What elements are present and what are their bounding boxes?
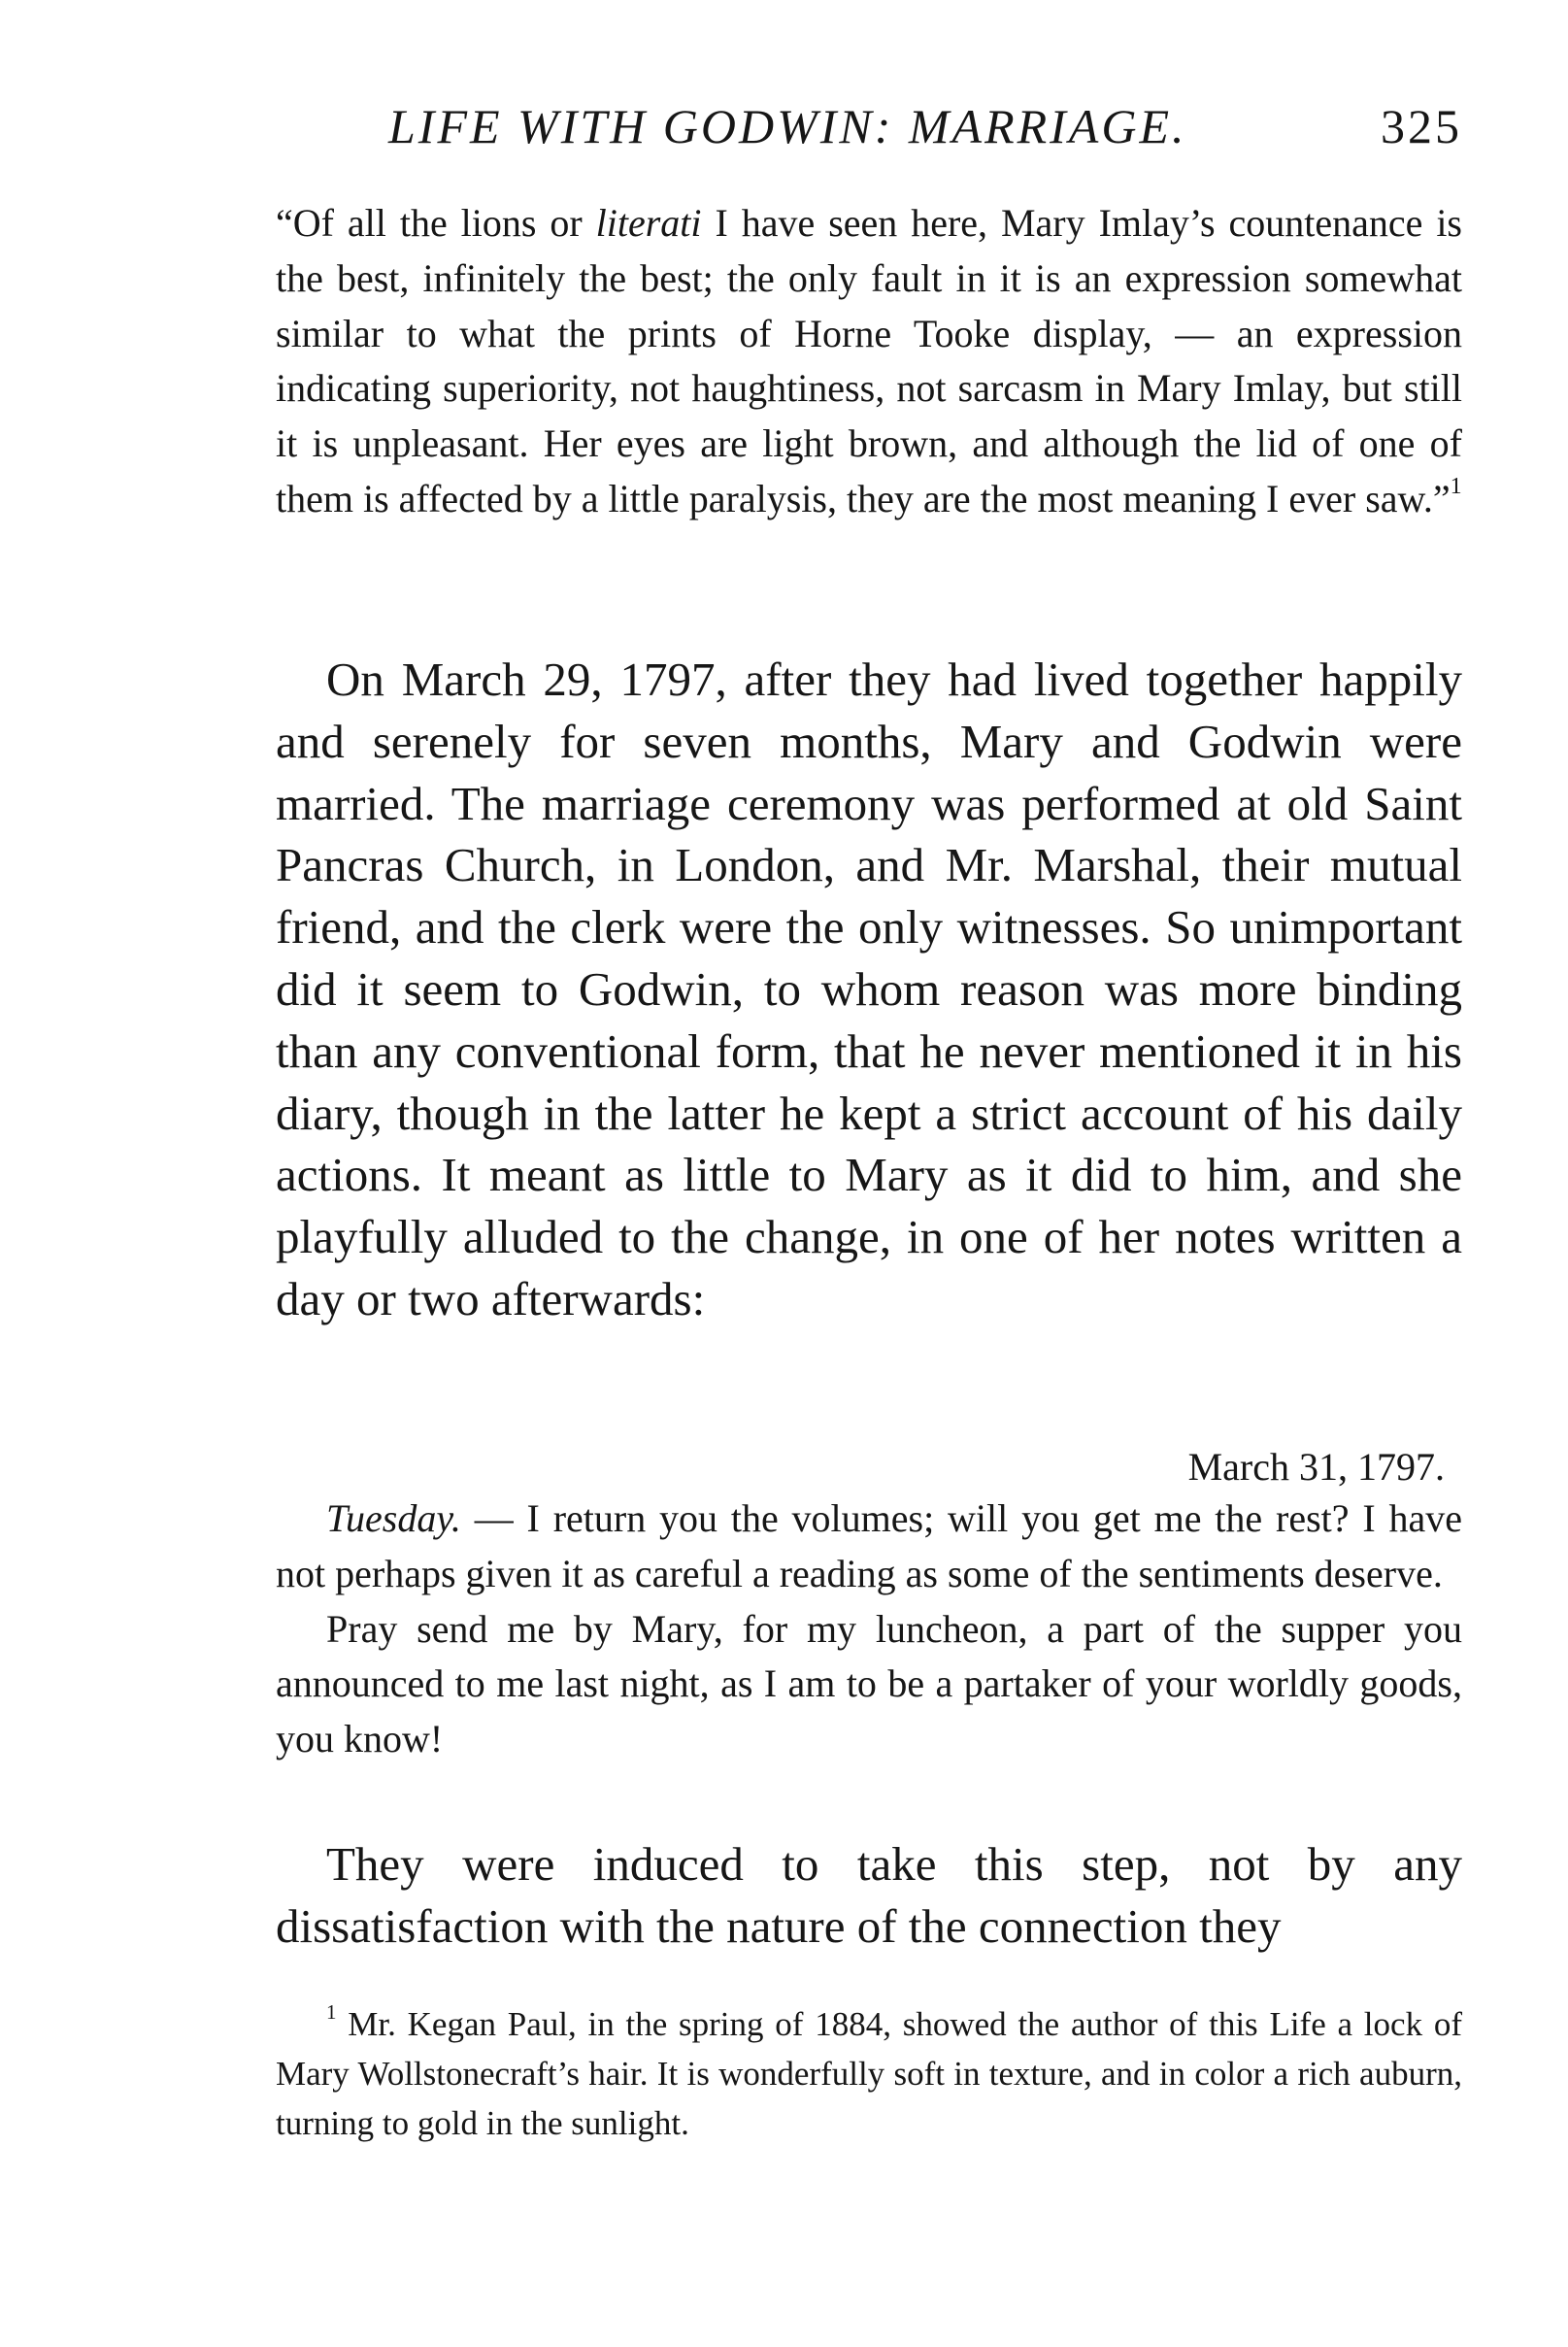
- paragraph-marriage: [276, 649, 1462, 1330]
- paragraph-continuation: [276, 1833, 1462, 1958]
- quote-italic-word: literati: [595, 201, 702, 245]
- footnote: [276, 2000, 1462, 2148]
- running-head: [388, 97, 1462, 155]
- footnote-body: Mr. Kegan Paul, in the spring of 1884, showed the author of this Life a lock of Mary Wollstonecraft’s hair. It is wonderfully soft in texture, and in color a rich auburn, turning to gold in the sunlight.: [276, 2005, 1462, 2142]
- footnote-text: [276, 2000, 1462, 2148]
- page-number: 325: [1381, 99, 1462, 153]
- letter-date: March 31, 1797.: [1187, 1445, 1445, 1489]
- letter-line-1-text: — I return you the volumes; will you get me the rest? I have not perhaps given it as careful a reading as some of the sentiments deserve.: [276, 1496, 1462, 1595]
- running-head-title: LIFE WITH GODWIN: MARRIAGE.: [388, 99, 1187, 153]
- paragraph-text: On March 29, 1797, after they had lived together happily and serenely for seven months, Mary and Godwin were married. The marriage ceremony was performed at old Saint Pancras Church, in London, and Mr. Marshal, their mutual friend, and the clerk were the only witnesses. So unimportant did it seem to Godwin, to whom reason was more binding than any conventional form, that he never mentioned it in his diary, though in the latter he kept a strict account of his daily actions. It meant as little to Mary as it did to him, and she playfully alluded to the change, in one of her notes written a day or two afterwards:: [276, 653, 1462, 1325]
- paragraph-text: They were induced to take this step, not by any dissatisfaction with the nature of the connection they: [276, 1837, 1462, 1953]
- letter-line-1: [276, 1492, 1462, 1602]
- footnote-reference: 1: [1450, 473, 1462, 499]
- quote-rest: I have seen here, Mary Imlay’s countenance is the best, infinitely the best; the only fault in it is an expression somewhat similar to what the prints of Horne Tooke display, — an expression indicating superiority, not haughtiness, not sarcasm in Mary Imlay, but still it is unpleasant. Her eyes are light brown, and although the lid of one of them is affected by a little paralysis, they are the most meaning I ever saw.”: [276, 201, 1462, 520]
- footnote-number: 1: [326, 2000, 337, 2025]
- letter-excerpt: [276, 1492, 1462, 1767]
- block-quote: [276, 196, 1462, 527]
- quote-open: “Of all the lions or: [276, 201, 596, 245]
- quote-text: [276, 196, 1462, 527]
- letter-day: Tuesday.: [326, 1496, 461, 1540]
- letter-line-2: Pray send me by Mary, for my luncheon, a part of the supper you announced to me last night, as I am to be a partaker of your worldly goods, you know!: [276, 1606, 1462, 1761]
